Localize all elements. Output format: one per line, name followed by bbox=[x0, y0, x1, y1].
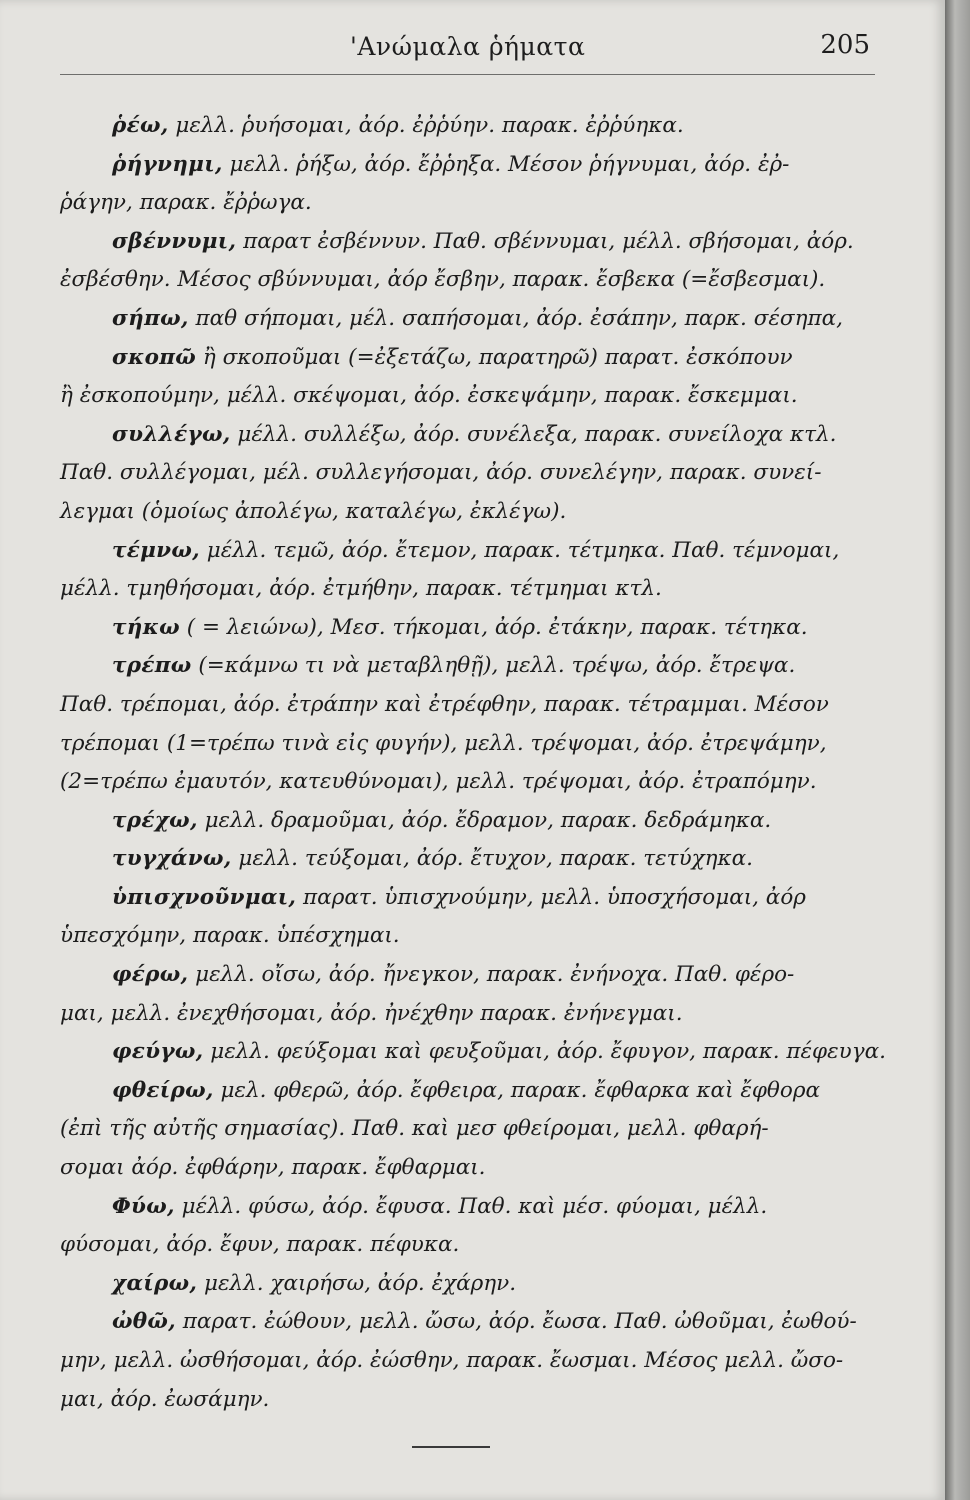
text-line bbox=[60, 532, 890, 571]
verb-forms: παρατ ἐσβέννυν. Παθ. σβέννυμαι, μέλλ. σβήσομαι, ἀόρ. bbox=[236, 228, 854, 254]
verb-forms: Παθ. τρέπομαι, ἀόρ. ἐτράπην καὶ ἐτρέφθην, παρακ. τέτραμμαι. Μέσον bbox=[60, 691, 829, 717]
verb-forms: λεγμαι (ὁμοίως ἀπολέγω, καταλέγω, ἐκλέγω). bbox=[60, 498, 567, 524]
verb-forms: μελλ. οἴσω, ἀόρ. ἤνεγκον, παρακ. ἐνήνοχα. Παθ. φέρο- bbox=[188, 962, 795, 988]
verb-forms: τρέπομαι (1=τρέπω τινὰ εἰς φυγήν), μελλ. τρέψομαι, ἀόρ. ἐτρεψάμην, bbox=[60, 730, 827, 756]
verb-headword: σκοπῶ bbox=[112, 344, 197, 370]
verb-headword: τρέπω bbox=[112, 653, 192, 679]
header-rule bbox=[60, 74, 875, 75]
text-line bbox=[60, 1303, 890, 1342]
verb-forms: μελλ. ῥήξω, ἀόρ. ἔῤῥηξα. Μέσον ῥήγνυμαι, ἀόρ. ἐῤ- bbox=[222, 151, 790, 177]
verb-forms: μέλλ. τμηθήσομαι, ἀόρ. ἐτμήθην, παρακ. τέτμημαι κτλ. bbox=[60, 576, 662, 602]
text-line bbox=[60, 956, 890, 995]
text-line bbox=[60, 840, 890, 879]
verb-forms: μην, μελλ. ὠσθήσομαι, ἀόρ. ἐώσθην, παρακ. ἔωσμαι. Μέσος μελλ. ὤσο- bbox=[60, 1348, 844, 1373]
verb-forms: παρατ. ὑπισχνούμην, μελλ. ὑποσχήσομαι, ἀόρ bbox=[296, 884, 806, 910]
text-line bbox=[60, 184, 890, 223]
text-line bbox=[60, 686, 890, 725]
verb-forms: μελλ. ῥυήσομαι, ἀόρ. ἐῤῥύην. παρακ. ἐῤῥύηκα. bbox=[168, 113, 684, 138]
verb-headword: τυγχάνω, bbox=[112, 846, 232, 872]
verb-forms: ( = λειώνω), Μεσ. τήκομαι, ἀόρ. ἐτάκην, παρακ. τέτηκα. bbox=[179, 614, 808, 640]
verb-forms: σομαι ἀόρ. ἐφθάρην, παρακ. ἔφθαρμαι. bbox=[60, 1155, 486, 1181]
verb-forms: μελλ. τεύξομαι, ἀόρ. ἔτυχον, παρακ. τετύχηκα. bbox=[231, 846, 754, 872]
text-line bbox=[60, 647, 890, 686]
page-header bbox=[60, 30, 870, 70]
text-line bbox=[60, 1381, 890, 1420]
text-line bbox=[60, 223, 890, 262]
verb-headword: φεύγω, bbox=[112, 1039, 204, 1065]
verb-forms: μαι, μελλ. ἐνεχθήσομαι, ἀόρ. ἠνέχθην παρακ. ἐνήνεγμαι. bbox=[60, 1000, 683, 1026]
text-line bbox=[60, 879, 890, 918]
text-line bbox=[60, 107, 890, 146]
text-line bbox=[60, 609, 890, 648]
text-line bbox=[60, 1226, 890, 1265]
page-edge bbox=[945, 0, 970, 1500]
text-line bbox=[60, 1149, 890, 1188]
text-line bbox=[60, 300, 890, 339]
text-line bbox=[60, 1265, 890, 1304]
running-title: 'Ανώμαλα ῥήματα bbox=[350, 32, 586, 61]
text-line bbox=[60, 339, 890, 378]
text-line bbox=[60, 1110, 890, 1149]
verb-forms: μελ. φθερῶ, ἀόρ. ἔφθειρα, παρακ. ἔφθαρκα καὶ ἔφθορα bbox=[213, 1077, 820, 1103]
verb-forms: παθ σήπομαι, μέλ. σαπήσομαι, ἀόρ. ἐσάπην, παρκ. σέσηπα, bbox=[188, 305, 843, 331]
text-line bbox=[60, 570, 890, 609]
text-line bbox=[60, 763, 890, 802]
verb-forms: μελλ. χαιρήσω, ἀόρ. ἐχάρην. bbox=[197, 1270, 517, 1296]
end-rule bbox=[412, 1446, 490, 1448]
verb-headword: φθείρω, bbox=[112, 1077, 214, 1103]
verb-forms: ἐσβέσθην. Μέσος σβύννυμαι, ἀόρ ἔσβην, παρακ. ἔσβεκα (=ἔσβεσμαι). bbox=[60, 267, 826, 293]
verb-forms: μαι, ἀόρ. ἐωσάμην. bbox=[60, 1386, 270, 1412]
text-line bbox=[60, 1072, 890, 1111]
verb-forms: μελλ. φεύξομαι καὶ φευξοῦμαι, ἀόρ. ἔφυγον, παρακ. πέφευγα. bbox=[203, 1039, 886, 1065]
text-line bbox=[60, 725, 890, 764]
verb-headword: ὠθῶ, bbox=[112, 1309, 176, 1335]
verb-headword: συλλέγω, bbox=[112, 421, 231, 447]
text-line bbox=[60, 493, 890, 532]
verb-forms: (=κάμνω τι νὰ μεταβληθῇ), μελλ. τρέψω, ἀόρ. ἔτρεψα. bbox=[191, 653, 796, 679]
text-line bbox=[60, 377, 890, 416]
page-number: 205 bbox=[820, 30, 870, 60]
verb-headword: χαίρω, bbox=[112, 1270, 198, 1296]
verb-forms: μέλλ. φύσω, ἀόρ. ἔφυσα. Παθ. καὶ μέσ. φύομαι, μέλλ. bbox=[174, 1193, 768, 1219]
verb-list bbox=[60, 107, 890, 1419]
verb-forms: ὑπεσχόμην, παρακ. ὑπέσχημαι. bbox=[60, 923, 400, 949]
verb-headword: σήπω, bbox=[112, 305, 189, 331]
verb-headword: ῥέω, bbox=[112, 113, 169, 138]
verb-forms: (ἐπὶ τῆς αὐτῆς σημασίας). Παθ. καὶ μεσ φθείρομαι, μελλ. φθαρή- bbox=[60, 1116, 769, 1142]
text-line bbox=[60, 1342, 890, 1381]
text-line bbox=[60, 146, 890, 185]
verb-headword: ῥήγνημι, bbox=[112, 151, 223, 177]
text-line bbox=[60, 416, 890, 455]
verb-forms: ἢ σκοποῦμαι (=ἐξετάζω, παρατηρῶ) παρατ. ἐσκόπουν bbox=[196, 344, 793, 370]
verb-forms: Παθ. συλλέγομαι, μέλ. συλλεγήσομαι, ἀόρ. συνελέγην, παρακ. συνεί- bbox=[60, 460, 822, 486]
verb-headword: τήκω bbox=[112, 614, 180, 640]
verb-forms: ῥάγην, παρακ. ἔῤῥωγα. bbox=[60, 190, 312, 216]
verb-forms: μέλλ. συλλέξω, ἀόρ. συνέλεξα, παρακ. συνείλοχα κτλ. bbox=[230, 421, 837, 447]
verb-forms: φύσομαι, ἀόρ. ἔφυν, παρακ. πέφυκα. bbox=[60, 1232, 460, 1258]
verb-forms: (2=τρέπω ἐμαυτόν, κατευθύνομαι), μελλ. τρέψομαι, ἀόρ. ἐτραπόμην. bbox=[60, 769, 817, 795]
verb-headword: φέρω, bbox=[112, 962, 189, 988]
text-line bbox=[60, 1188, 890, 1227]
verb-forms: μελλ. δραμοῦμαι, ἀόρ. ἔδραμον, παρακ. δεδράμηκα. bbox=[197, 807, 772, 833]
verb-headword: Φύω, bbox=[112, 1193, 175, 1219]
verb-forms: ἢ ἐσκοπούμην, μέλλ. σκέψομαι, ἀόρ. ἐσκεψάμην, παρακ. ἔσκεμμαι. bbox=[60, 383, 798, 409]
verb-headword: σβέννυμι, bbox=[112, 228, 237, 254]
verb-headword: τέμνω, bbox=[112, 537, 200, 563]
text-line bbox=[60, 802, 890, 841]
text-line bbox=[60, 454, 890, 493]
verb-forms: μέλλ. τεμῶ, ἀόρ. ἔτεμον, παρακ. τέτμηκα. Παθ. τέμνομαι, bbox=[199, 537, 840, 563]
verb-headword: τρέχω, bbox=[112, 807, 198, 833]
text-line bbox=[60, 261, 890, 300]
verb-forms: παρατ. ἐώθουν, μελλ. ὤσω, ἀόρ. ἔωσα. Παθ. ὠθοῦμαι, ἐωθού- bbox=[175, 1309, 857, 1335]
text-line bbox=[60, 1033, 890, 1072]
text-line bbox=[60, 917, 890, 956]
text-line bbox=[60, 995, 890, 1034]
verb-headword: ὑπισχνοῦνμαι, bbox=[112, 884, 297, 910]
